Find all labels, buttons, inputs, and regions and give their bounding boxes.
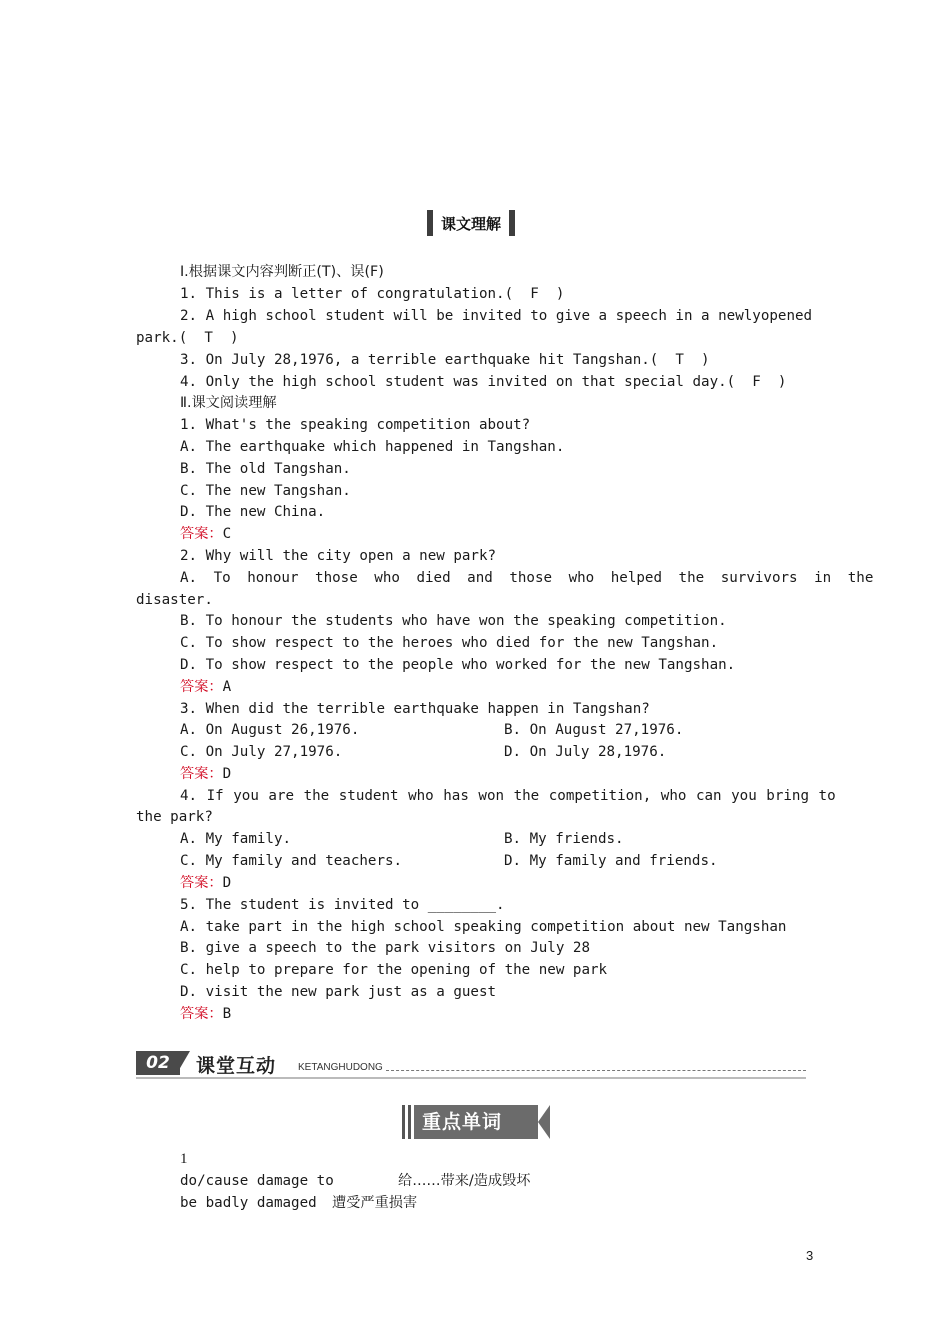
vocab-tag xyxy=(402,1105,550,1139)
part2-heading: Ⅱ.课文阅读理解 xyxy=(180,395,277,411)
answer-value: A xyxy=(222,679,232,695)
answer-label: 答案： xyxy=(180,875,223,891)
q5-question: 5. The student is invited to ________. xyxy=(180,897,505,913)
q2-option-d: D. To show respect to the people who worked for the new Tangshan. xyxy=(180,657,736,673)
q2-option-a: A. To honour those who died and those who helped the survivors in the xyxy=(180,570,874,586)
q1-answer xyxy=(180,525,231,543)
part1-item-2: 2. A high school student will be invited to give a speech in a newlyopened xyxy=(180,308,813,324)
vocab-tag-label: 重点单词 xyxy=(414,1105,538,1139)
banner-slant-shape xyxy=(176,1051,190,1075)
q3-option-b: B. On August 27,1976. xyxy=(504,722,684,738)
q5-option-a: A. take part in the high school speaking competition about new Tangshan xyxy=(180,919,787,935)
banner-subtitle: KETANGHUDONG xyxy=(298,1062,383,1073)
tag-bar-1 xyxy=(402,1105,405,1139)
section-title: 课文理解 xyxy=(441,214,502,233)
answer-label: 答案： xyxy=(180,526,223,542)
q4-option-c: C. My family and teachers. xyxy=(180,853,403,869)
answer-label: 答案： xyxy=(180,1006,223,1022)
q1-option-b: B. The old Tangshan. xyxy=(180,461,351,477)
q3-answer xyxy=(180,765,231,783)
banner-dashed-line xyxy=(386,1070,806,1071)
part1-heading: Ⅰ.根据课文内容判断正(T)、误(F) xyxy=(180,264,384,280)
page-number: 3 xyxy=(806,1248,814,1263)
q3-question: 3. When did the terrible earthquake happen in Tangshan? xyxy=(180,701,650,717)
tag-notch-shape xyxy=(538,1105,550,1139)
vocab-entry-2-cn: 遭受严重损害 xyxy=(332,1195,418,1211)
vocab-index: 1 xyxy=(180,1151,188,1167)
q5-option-c: C. help to prepare for the opening of the new park xyxy=(180,962,608,978)
q2-question: 2. Why will the city open a new park? xyxy=(180,548,497,564)
part1-item-1: 1. This is a letter of congratulation.( F ) xyxy=(180,286,565,302)
section-banner xyxy=(136,1049,806,1079)
q2-answer xyxy=(180,678,231,696)
q1-option-d: D. The new China. xyxy=(180,504,326,520)
q3-option-d: D. On July 28,1976. xyxy=(504,744,667,760)
header-bar-right xyxy=(509,210,515,236)
q4-answer xyxy=(180,874,231,892)
q4-option-d: D. My family and friends. xyxy=(504,853,718,869)
q4-question: 4. If you are the student who has won the competition, who can you bring to xyxy=(180,788,836,804)
q3-option-a: A. On August 26,1976. xyxy=(180,722,360,738)
banner-number: 02 xyxy=(136,1051,180,1075)
q1-option-c: C. The new Tangshan. xyxy=(180,483,351,499)
vocab-entry-1-en: do/cause damage to xyxy=(180,1173,334,1189)
q2-option-a-cont: disaster. xyxy=(136,592,213,608)
answer-value: C xyxy=(222,526,232,542)
q5-option-b: B. give a speech to the park visitors on July 28 xyxy=(180,940,590,956)
q2-option-c: C. To show respect to the heroes who died for the new Tangshan. xyxy=(180,635,719,651)
answer-value: D xyxy=(222,766,232,782)
part1-item-3: 3. On July 28,1976, a terrible earthquake hit Tangshan.( T ) xyxy=(180,352,710,368)
q1-question: 1. What's the speaking competition about? xyxy=(180,417,531,433)
q5-answer xyxy=(180,1005,231,1023)
q4-question-cont: the park? xyxy=(136,809,213,825)
q5-option-d: D. visit the new park just as a guest xyxy=(180,984,497,1000)
vocab-entry-2-en: be badly damaged xyxy=(180,1195,317,1211)
answer-label: 答案： xyxy=(180,766,223,782)
banner-underline xyxy=(136,1077,806,1079)
part1-item-2-cont: park.( T ) xyxy=(136,330,239,346)
part1-item-4: 4. Only the high school student was invited on that special day.( F ) xyxy=(180,374,787,390)
q1-option-a: A. The earthquake which happened in Tangshan. xyxy=(180,439,565,455)
q2-option-b: B. To honour the students who have won the speaking competition. xyxy=(180,613,727,629)
answer-value: D xyxy=(222,875,232,891)
answer-label: 答案： xyxy=(180,679,223,695)
answer-value: B xyxy=(222,1006,232,1022)
q3-option-c: C. On July 27,1976. xyxy=(180,744,343,760)
section-header xyxy=(427,209,515,237)
tag-bar-2 xyxy=(408,1105,411,1139)
vocab-entry-1-cn: 给……带来/造成毁坏 xyxy=(398,1173,531,1189)
banner-title: 课堂互动 xyxy=(196,1055,277,1077)
q4-option-a: A. My family. xyxy=(180,831,292,847)
q4-option-b: B. My friends. xyxy=(504,831,624,847)
